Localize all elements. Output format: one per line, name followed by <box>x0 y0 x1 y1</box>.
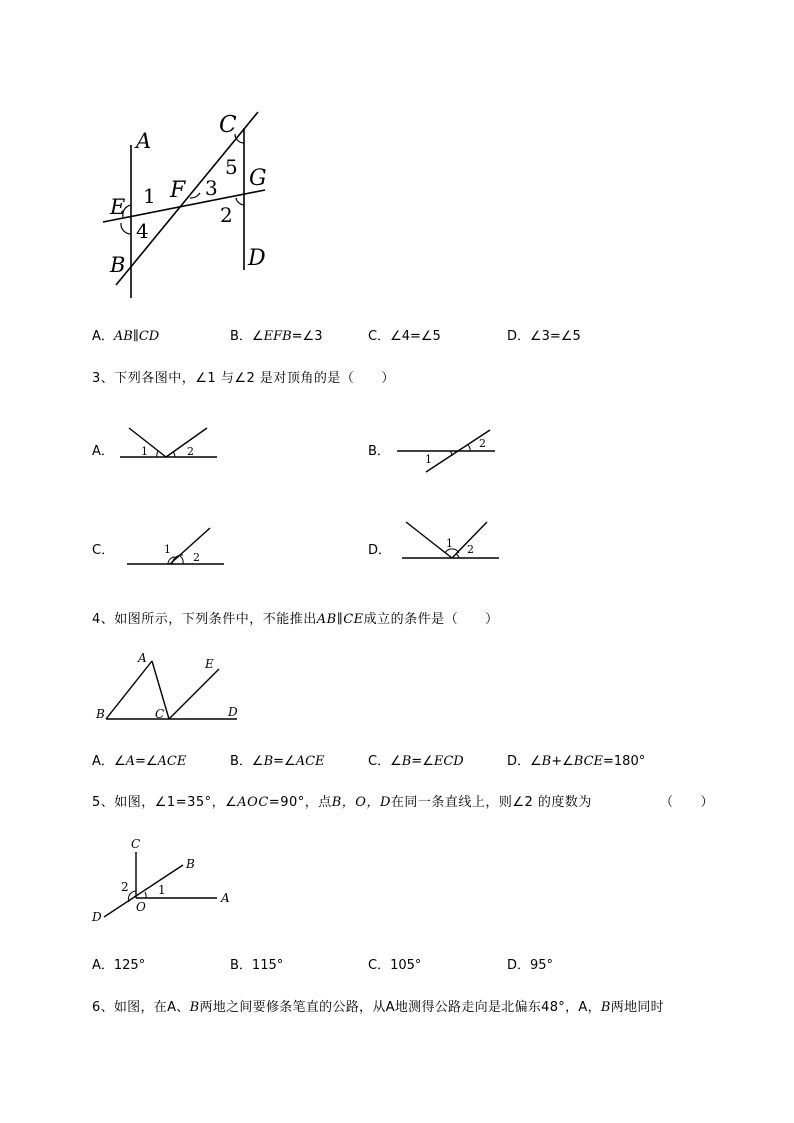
q4-point-d: D <box>228 705 238 719</box>
q3d-angle-1: 1 <box>446 537 453 550</box>
q4-point-c: C <box>155 707 165 721</box>
angle-2: 2 <box>220 203 233 227</box>
q3-label-a[interactable]: A． <box>92 444 114 459</box>
q5-answer-paren: （ ） <box>660 795 715 810</box>
angle-4: 4 <box>136 219 149 243</box>
q5-option-d[interactable]: D．95° <box>507 958 554 973</box>
point-g: G <box>249 166 267 191</box>
q3c-angle-2: 2 <box>193 551 200 564</box>
q2-option-c[interactable]: C．∠4=∠5 <box>368 329 441 344</box>
angle-1: 1 <box>143 184 156 208</box>
point-c: C <box>219 112 237 138</box>
q2-option-b[interactable]: B．∠EFB=∠3 <box>230 329 323 344</box>
point-b: B <box>110 253 126 277</box>
point-f: F <box>170 178 186 203</box>
q5-option-a[interactable]: A．125° <box>92 958 146 973</box>
q5-angle-1: 1 <box>158 883 166 897</box>
q4-stem: 4、如图所示，下列条件中，不能推出AB∥CE成立的条件是（ ） <box>92 612 499 627</box>
q4-option-b[interactable]: B．∠B=∠ACE <box>230 754 325 769</box>
q3b-angle-2: 2 <box>479 437 486 450</box>
q3d-angle-2: 2 <box>467 543 474 556</box>
q3-stem: 3、下列各图中，∠1 与∠2 是对顶角的是（ ） <box>92 371 395 386</box>
q3a-angle-2: 2 <box>187 445 194 458</box>
q5-angle-2: 2 <box>121 880 129 894</box>
q5-option-b[interactable]: B．115° <box>230 958 284 973</box>
q6-stem: 6、如图，在A、B两地之间要修条笔直的公路，从A地测得公路走向是北偏东48°，A，B两地同时 <box>92 1000 664 1015</box>
point-d: D <box>248 246 266 271</box>
point-a: A <box>136 129 152 153</box>
q5-point-b: B <box>186 857 195 871</box>
q3-label-b[interactable]: B． <box>368 444 390 459</box>
q5-point-o: O <box>136 900 146 914</box>
q3b-angle-1: 1 <box>425 453 432 466</box>
q4-option-a[interactable]: A．∠A=∠ACE <box>92 754 187 769</box>
q4-point-b: B <box>96 707 105 721</box>
q5-point-c: C <box>131 837 141 851</box>
q3-label-c[interactable]: C． <box>92 543 115 558</box>
angle-5: 5 <box>225 155 238 179</box>
q3c-angle-1: 1 <box>164 543 171 556</box>
q5-stem: 5、如图，∠1=35°，∠AOC=90°，点B，O，D在同一条直线上，则∠2 的度数为 <box>92 795 592 810</box>
q5-option-c[interactable]: C．105° <box>368 958 422 973</box>
q5-point-d: D <box>92 910 102 924</box>
angle-3: 3 <box>205 176 218 200</box>
q4-option-d[interactable]: D．∠B+∠BCE=180° <box>507 754 646 769</box>
point-e: E <box>110 195 126 219</box>
q5-point-a: A <box>221 891 230 905</box>
q4-point-a: A <box>138 651 147 665</box>
q2-option-a[interactable]: A．AB∥CD <box>92 329 160 344</box>
q3a-angle-1: 1 <box>141 445 148 458</box>
q2-option-d[interactable]: D．∠3=∠5 <box>507 329 581 344</box>
q4-point-e: E <box>205 657 214 671</box>
q4-option-c[interactable]: C．∠B=∠ECD <box>368 754 464 769</box>
q3-label-d[interactable]: D． <box>368 543 392 558</box>
